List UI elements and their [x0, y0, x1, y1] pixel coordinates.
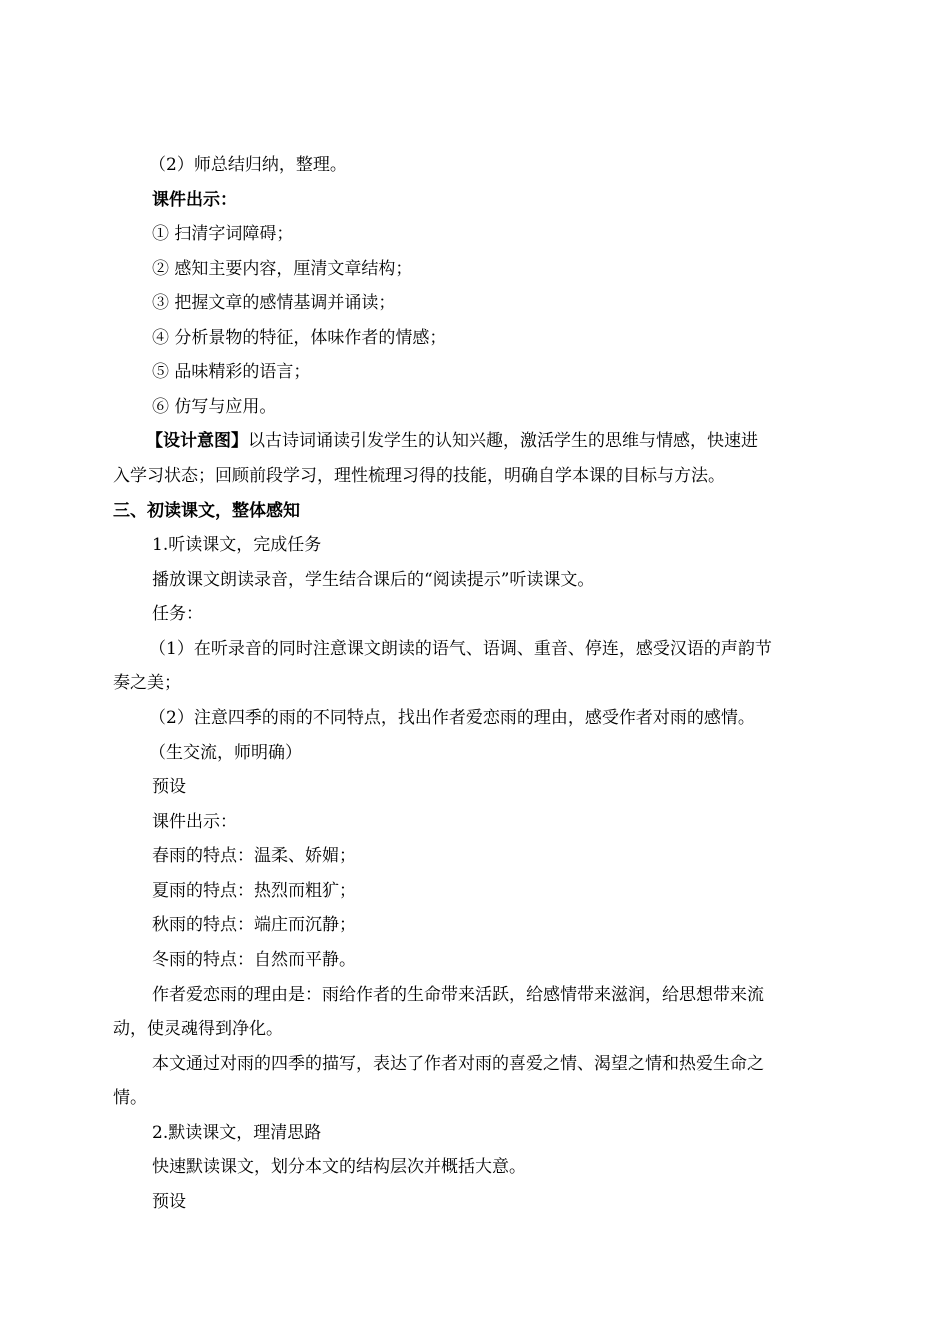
list-item: ③ 把握文章的感情基调并诵读；: [152, 293, 396, 313]
paragraph-line: 预设: [152, 777, 186, 797]
paragraph-line: 预设: [152, 1192, 186, 1212]
list-item: ⑥ 仿写与应用。: [152, 397, 277, 417]
list-item: 冬雨的特点：自然而平静。: [152, 950, 356, 970]
design-intent-label: 【设计意图】: [146, 431, 248, 451]
subsection-heading: 1.听读课文，完成任务: [152, 535, 322, 555]
list-item: ⑤ 品味精彩的语言；: [152, 362, 311, 382]
courseware-heading: 课件出示：: [152, 190, 237, 210]
paragraph-line: 入学习状态；回顾前段学习，理性梳理习得的技能，明确自学本课的目标与方法。: [113, 466, 725, 486]
list-item: ④ 分析景物的特征，体味作者的情感；: [152, 328, 447, 348]
design-intent-text: 以古诗词诵读引发学生的认知兴趣，激活学生的思维与情感，快速进: [248, 431, 758, 451]
subsection-heading: 2.默读课文，理清思路: [152, 1123, 322, 1143]
paragraph-line: （生交流，师明确）: [149, 743, 302, 763]
list-item: ① 扫清字词障碍；: [152, 224, 294, 244]
paragraph-line: 作者爱恋雨的理由是：雨给作者的生命带来活跃，给感情带来滋润，给思想带来流: [152, 985, 764, 1005]
paragraph-line: 动，使灵魂得到净化。: [113, 1019, 283, 1039]
paragraph-line: （2）师总结归纳，整理。: [149, 155, 347, 175]
list-item: 夏雨的特点：热烈而粗犷；: [152, 881, 356, 901]
list-item: 秋雨的特点：端庄而沉静；: [152, 915, 356, 935]
paragraph-line: 课件出示：: [152, 812, 237, 832]
paragraph-line: （1）在听录音的同时注意课文朗读的语气、语调、重音、停连，感受汉语的声韵节: [149, 639, 772, 659]
section-heading: 三、初读课文，整体感知: [113, 501, 300, 521]
list-item: 春雨的特点：温柔、娇媚；: [152, 846, 356, 866]
paragraph-line: （2）注意四季的雨的不同特点，找出作者爱恋雨的理由，感受作者对雨的感情。: [149, 708, 755, 728]
design-intent-line: [146, 430, 758, 452]
paragraph-line: 任务：: [152, 604, 203, 624]
paragraph-line: 奏之美；: [113, 673, 181, 693]
paragraph-line: 情。: [113, 1088, 147, 1108]
paragraph-line: 播放课文朗读录音，学生结合课后的“阅读提示”听读课文。: [152, 570, 595, 590]
list-item: ② 感知主要内容，厘清文章结构；: [152, 259, 413, 279]
paragraph-line: 快速默读课文，划分本文的结构层次并概括大意。: [152, 1157, 526, 1177]
paragraph-line: 本文通过对雨的四季的描写，表达了作者对雨的喜爱之情、渴望之情和热爱生命之: [152, 1054, 764, 1074]
